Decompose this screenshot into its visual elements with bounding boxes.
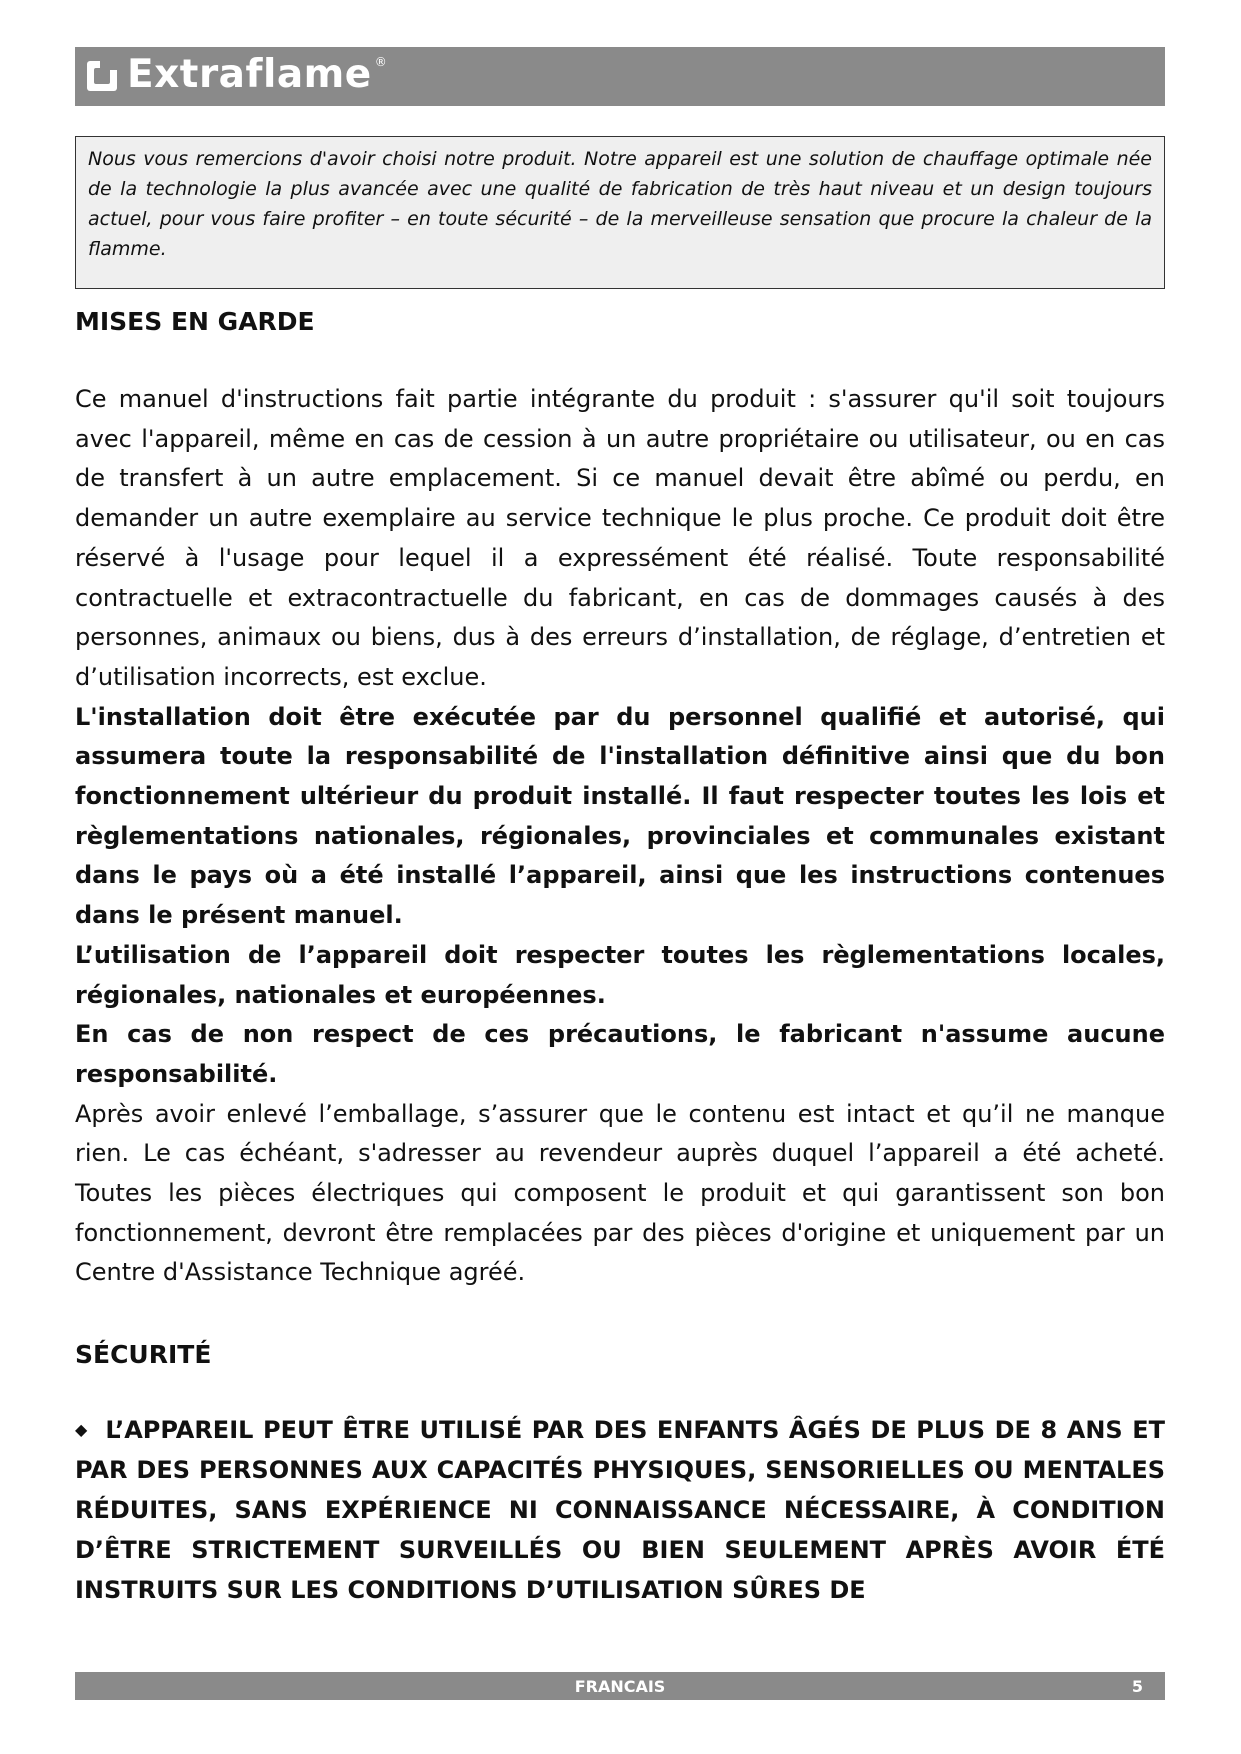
page-number: 5 bbox=[1131, 1677, 1143, 1696]
brand-logo bbox=[85, 53, 387, 97]
intro-box bbox=[75, 136, 1165, 289]
security-heading: SÉCURITÉ bbox=[75, 1340, 212, 1369]
warnings-paragraph-2: Après avoir enlevé l’emballage, s’assurer que le contenu est intact et qu’il ne manque rien. Le cas échéant, s'adresser au revendeur auprès duquel l’appareil a été acheté. Toutes les pièces électriques qui composent le produit et qui garantissent son bon fonctionnement, devront être remplacées par des pièces d'origine et uniquement par un Centre d'Assistance Technique agréé. bbox=[75, 1099, 1165, 1287]
warnings-paragraph-1: Ce manuel d'instructions fait partie intégrante du produit : s'assurer qu'il soit toujours avec l'appareil, même en cas de cession à un autre propriétaire ou utilisateur, ou en cas de transfert à un autre emplacement. Si ce manuel devait être abîmé ou perdu, en demander un autre exemplaire au service technique le plus proche. Ce produit doit être réservé à l'usage pour lequel il a expressément été réalisé. Toute responsabilité contractuelle et extracontractuelle du fabricant, en cas de dommages causés à des personnes, animaux ou biens, dus à des erreurs d’installation, de réglage, d’entretien et d’utilisation incorrects, est exclue. bbox=[75, 385, 1165, 691]
warnings-bold-liability: En cas de non respect de ces précautions, le fabricant n'assume aucune responsabilité. bbox=[75, 1020, 1165, 1088]
header-bar bbox=[75, 47, 1165, 106]
warnings-bold-regulations: L’utilisation de l’appareil doit respecter toutes les règlementations locales, régionales, nationales et européennes. bbox=[75, 940, 1165, 1009]
extraflame-logo-icon bbox=[85, 57, 121, 93]
intro-text: Nous vous remercions d'avoir choisi notre produit. Notre appareil est une solution de chauffage optimale née de la technologie la plus avancée avec une qualité de fabrication de très haut niveau et un design toujours actuel, pour vous faire profiter – en toute sécurité – de la merveilleuse sensation que procure la chaleur de la flamme. bbox=[88, 148, 1152, 260]
footer-language: FRANCAIS bbox=[574, 1677, 666, 1696]
security-item bbox=[75, 1410, 1165, 1610]
brand-name: Extraflame bbox=[127, 52, 372, 97]
security-item-text: L’APPAREIL PEUT ÊTRE UTILISÉ PAR DES ENFANTS ÂGÉS DE PLUS DE 8 ANS ET PAR DES PERSONNES AUX CAPACITÉS PHYSIQUES, SENSORIELLES OU MENTALES RÉDUITES, SANS EXPÉRIENCE NI CONNAISSANCE NÉCESSAIRE, À CONDITION D’ÊTRE STRICTEMENT SURVEILLÉS OU BIEN SEULEMENT APRÈS AVOIR ÉTÉ INSTRUITS SUR LES CONDITIONS D’UTILISATION SÛRES DE bbox=[75, 1416, 1165, 1604]
security-section bbox=[75, 1410, 1165, 1610]
warnings-bold-installation: L'installation doit être exécutée par du personnel qualifié et autorisé, qui assumera toute la responsabilité de l'installation définitive ainsi que du bon fonctionnement ultérieur du produit installé. Il faut respecter toutes les lois et règlementations nationales, régionales, provinciales et communales existant dans le pays où a été installé l’appareil, ainsi que les instructions contenues dans le présent manuel. bbox=[75, 702, 1165, 930]
warnings-heading: MISES EN GARDE bbox=[75, 307, 315, 336]
registered-mark: ® bbox=[374, 55, 387, 69]
footer-bar bbox=[75, 1672, 1165, 1700]
warnings-section bbox=[75, 380, 1165, 1293]
diamond-bullet-icon: ◆ bbox=[75, 1420, 88, 1439]
